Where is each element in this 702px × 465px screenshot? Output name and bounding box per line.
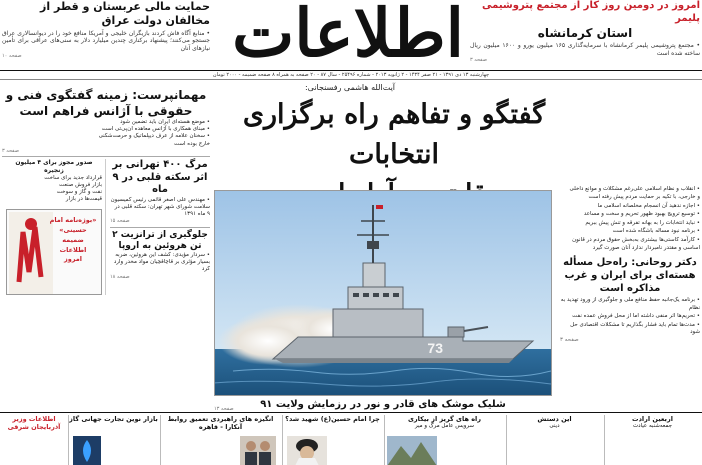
bottom-teaser[interactable] — [160, 415, 280, 465]
right-column[interactable] — [560, 186, 700, 408]
rc-subhead[interactable]: دکتر روحانی: راه‌حل مسأله هسته‌ای برای ایران و غرب مذاکره است — [563, 257, 697, 295]
rc-more: • مدت‌ها تمام باید فشار بگذاریم تا مشکلات اقتصادی حل شود — [570, 321, 700, 336]
bottom-teaser-title: چرا امام حسین(ع) شهید شد؟ — [285, 415, 380, 423]
lc-stories — [110, 159, 210, 295]
supplement-ad-line: امروز — [63, 255, 83, 264]
bottom-teaser[interactable] — [384, 415, 504, 465]
supplement-ad-artwork — [9, 212, 53, 294]
bottom-teaser-title: این دستش — [537, 415, 572, 423]
lc-side-item[interactable]: صدور مجوز برای ۴ میلیون زنجیره — [15, 159, 93, 175]
left-story-page: صفحه ۱۰ — [2, 52, 22, 59]
bottom-teaser-title: بازار نوین تجارت جهانی گاز — [69, 415, 158, 423]
lc-side-item: بازار فروش صنعت — [59, 181, 102, 188]
rc-bullet: • انقلاب و نظام اسلامی علی‌رغم مشکلات و موانع داخلی — [569, 186, 700, 192]
supplement-ad-title: «بوژه‌نامه امام حسینی» — [49, 216, 97, 235]
lc-side-item: قرارداد جدید برای ساخت — [44, 174, 102, 181]
rc-bullet: • کارآمد کاستی‌ها بیشتری به‌بخش حقوق مردم در قانون — [572, 236, 700, 243]
rc-bullet: اساسی و مقتدر نامبردار ندارد آنان صورت گیرد — [592, 244, 700, 251]
bottom-teaser-sub: سرویس عامل مرگ و میر — [414, 423, 475, 430]
main-headline-line1: گفتگو و تفاهم راه برگزاری انتخابات — [242, 99, 546, 170]
bottom-teaser[interactable] — [68, 415, 158, 465]
divider — [110, 227, 210, 228]
photo-caption: شلیک موشک های قادر و نور در رزمایش ولایت ۹۱ — [260, 399, 506, 410]
lc-box3-body: • سردار مؤیدی: کشف این هروئین، ضربه بسیار مؤثری بر قاچاقچیان مواد مخدر وارد کرد — [113, 252, 210, 273]
bottom-teaser[interactable] — [506, 415, 602, 465]
supplement-ad-line: ضمیمه — [62, 235, 84, 244]
rc-bullet: • نباید انتخابات را به بهانه تفرقه و تنش پیش ببریم — [585, 219, 700, 226]
lc-box2-body: • مهندس علی اصغر قائمی رئیس کمیسیون سلامت شورای شهر تهران: سکته قلبی در ۹ ماه ۱۳۹۱ — [110, 196, 210, 218]
main-kicker: آیت‌الله هاشمی رفسنجانی: — [304, 83, 396, 92]
bottom-teaser-sub: جمعه‌شنبه عیادت — [632, 423, 673, 430]
divider — [2, 156, 210, 157]
handshake-thumbnail — [240, 436, 276, 465]
masthead-left-story[interactable] — [2, 0, 210, 66]
lc-box1-page: صفحه ۳ — [2, 147, 19, 154]
bottom-teaser-title: راه های گریز از بیکاری — [407, 415, 482, 423]
lc-box2-headline[interactable]: مرگ ۴۰۰ تهرانی بر اثر سکته قلبی در ۹ ماه — [112, 159, 208, 196]
masthead — [0, 0, 702, 70]
portrait-thumbnail — [287, 436, 327, 465]
supplement-ad-line: اطلاعات — [59, 245, 87, 254]
rc-bullet: • توسیع ترویج بهبود ظهور تحریم و سخت و مساعد — [583, 211, 700, 218]
masthead-right-story[interactable] — [470, 0, 700, 66]
lc-box1-line: • سخنان علامه از عرف دیپلماتیک و حرمت‌شکنی — [98, 133, 210, 140]
lc-side-item: نفت و گاز و سوخت — [56, 189, 102, 196]
newspaper-logo: اطلاعات — [232, 0, 464, 72]
right-story-kicker: امروز در دومین روز کار از مجتمع پتروشیمی پلیمر — [482, 0, 700, 24]
lc-box1-headline[interactable]: مهمانپرست: زمینه گفتگوی فنی و حقوقی با آژانس فراهم است — [5, 88, 207, 118]
bottom-teaser[interactable] — [604, 415, 700, 465]
dateline: چهارشنبه ۱۳ دی ۱۳۹۱ - ۲۱ صفر ۱۴۳۴ - ۲ ژانویه ۲۰۱۳ - شماره ۲۵۴۹۶ - سال ۸۷ - ۲۰ صفحه به همراه ۸ صفحه ضمیمه - ۲۰۰۰ تومان — [0, 70, 702, 80]
bottom-teaser[interactable] — [282, 415, 382, 465]
bottom-teaser-title: اطلاعات وزیر آذربایجان شرقی — [7, 415, 61, 432]
warship-illustration — [214, 191, 551, 396]
rc-more: • برنامه یک‌جانبه حفظ منافع ملی و جلوگیری از ورود تهدید به نظام — [560, 297, 700, 311]
rc-more: • تحریم‌ها اثر منفی داشته اما از محل فروش عمده نفت — [572, 313, 700, 320]
right-story-page: صفحه ۳ — [470, 57, 487, 63]
mountains-thumbnail — [387, 436, 437, 465]
bottom-teaser[interactable] — [2, 415, 66, 465]
right-story-body: • مجتمع پتروشیمی پلیمر کرمانشاه با سرمایه‌گذاری ۱۶۵ میلیون یورو و ۱۶۰۰ میلیون ریال ساخته شده است — [470, 42, 700, 57]
lc-box3-headline[interactable]: جلوگیری از ترانزیت ۲ تن هروئین به اروپا — [112, 229, 208, 251]
lc-box3-page: صفحه ۱۸ — [110, 273, 130, 280]
bottom-teaser-sub: دینی — [549, 423, 560, 430]
lc-box2-page: صفحه ۱۵ — [110, 218, 130, 225]
bottom-teaser-title: انگیزه های راهبردی تعمیق روابط آنکارا - قاهره — [167, 415, 274, 432]
lead-photo[interactable] — [214, 190, 552, 396]
rc-bullet: • اجازه ندهید آن انسجام مخلصانه اسلامی ما — [597, 202, 700, 209]
lc-side-item: قیمت‌ها در بازار — [65, 196, 102, 203]
bottom-teaser-title: اربعین ارادت — [632, 415, 673, 423]
left-story-headline: حمایت مالی عربستان و قطر از مخالفان دولت عراق — [40, 0, 210, 27]
gas-flame-thumbnail — [73, 436, 101, 465]
rc-page: صفحه ۳ — [560, 337, 579, 344]
photo-page: صفحه ۱۳ — [214, 406, 234, 412]
lc-box1-line: • موضع هسته‌ای ایران باید تضمین شود — [120, 119, 210, 126]
hull-number: 73 — [427, 340, 443, 356]
right-story-headline: استان کرمانشاه — [537, 26, 633, 40]
rc-bullet: • برنامه نبود مساله باشگاه شده است — [612, 228, 700, 235]
lc-side-column — [6, 159, 106, 295]
rc-bullet: و خارجی، با تکیه بر حمایت مردم پیش رفته است — [588, 194, 700, 201]
supplement-ad[interactable] — [6, 209, 102, 295]
lc-box1-line: خارج بوده است — [173, 140, 210, 147]
lc-box1-line: • مبنای همکاری با آژانس معاهده ان‌پی‌تی است — [101, 126, 210, 133]
left-column — [2, 88, 210, 410]
left-story-body: • منابع آگاه فاش کردند بازیگران خلیجی و آمریکا منافع خود را در دیوانسالاری عراق جستجو می‌کنند؛ پیشنهاد برکناری چندین میلیارد دلار به سنی‌های عراقی برای تأمین نیازهای آنان — [2, 29, 210, 53]
bottom-strip — [0, 412, 702, 465]
